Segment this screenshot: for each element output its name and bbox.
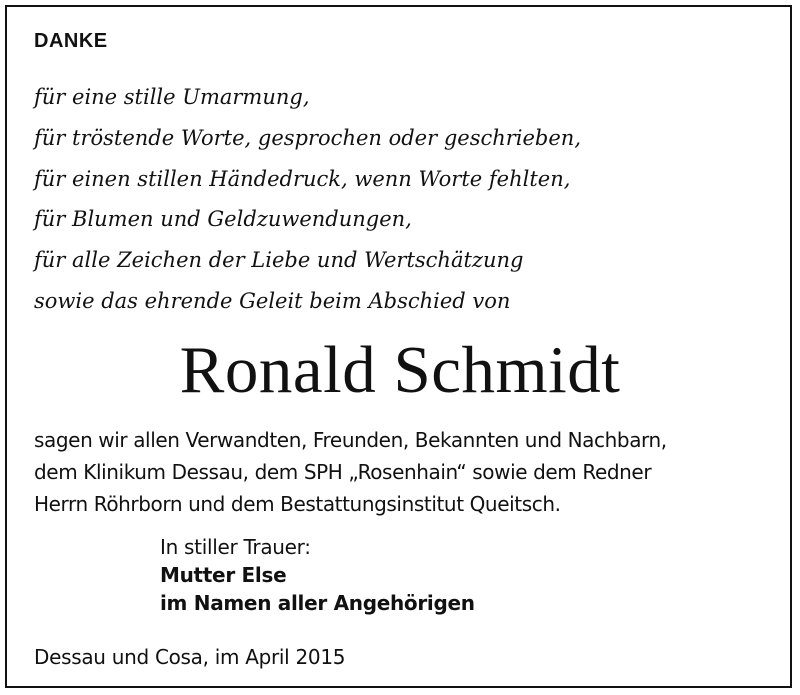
verse-line: sowie das ehrende Geleit beim Abschied von (34, 288, 511, 313)
verse-line: für tröstende Worte, gesprochen oder geschrieben, (34, 125, 582, 150)
verse-line: für alle Zeichen der Liebe und Wertschätzung (34, 248, 524, 273)
signature-family: im Namen aller Angehörigen (160, 591, 475, 615)
signature-block (160, 533, 475, 617)
signature-intro: In stiller Trauer: (160, 535, 311, 559)
notice-heading: DANKE (34, 30, 108, 52)
signature-mourner: Mutter Else (160, 563, 287, 587)
thanks-line: Herrn Röhrborn und dem Bestattungsinstitut Queitsch. (34, 492, 561, 516)
thanks-line: sagen wir allen Verwandten, Freunden, Bekannten und Nachbarn, (34, 428, 667, 452)
thanks-line: dem Klinikum Dessau, dem SPH „Rosenhain“ sowie dem Redner (34, 460, 652, 484)
place-date: Dessau und Cosa, im April 2015 (34, 645, 346, 669)
verse-line: für eine stille Umarmung, (34, 85, 310, 109)
deceased-name: Ronald Schmidt (179, 333, 621, 407)
verse-block (34, 77, 581, 322)
verse-line: für Blumen und Geldzuwendungen, (34, 207, 412, 232)
thanks-paragraph (34, 424, 667, 520)
verse-line: für einen stillen Händedruck, wenn Worte fehlten, (34, 166, 571, 191)
